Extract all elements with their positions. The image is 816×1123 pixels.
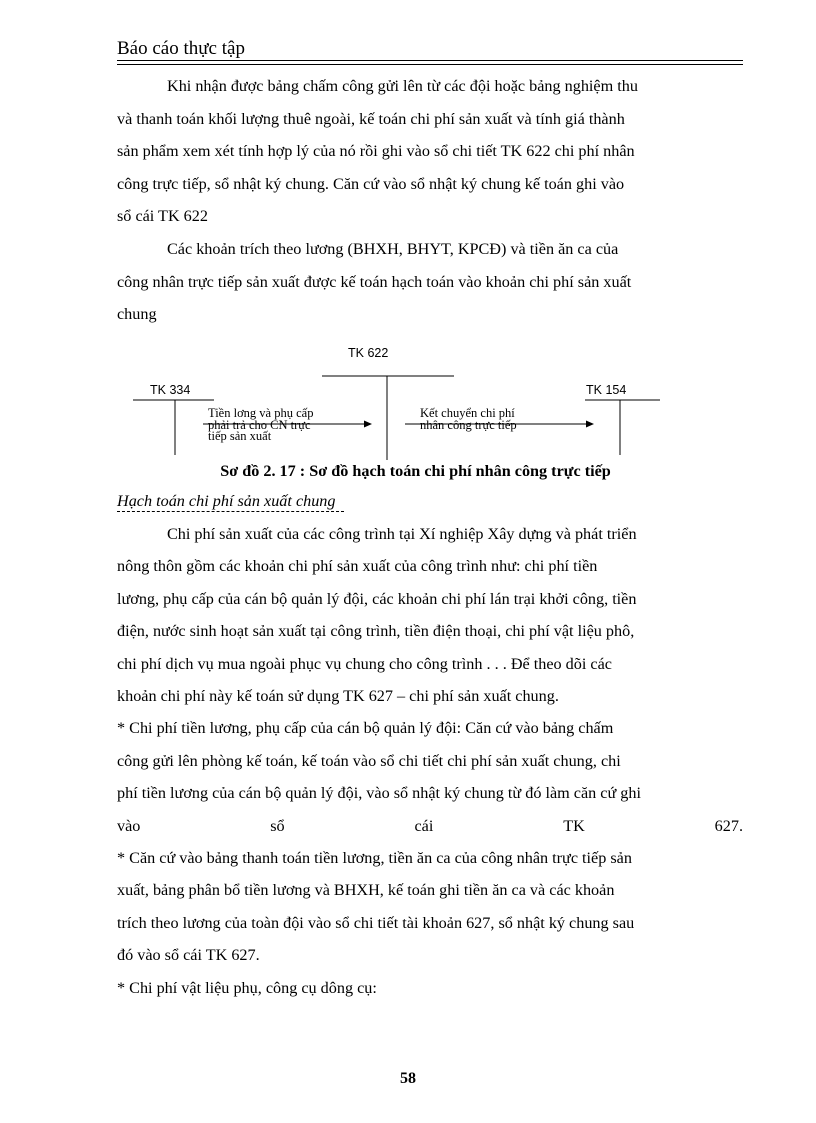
text-line: * Chi phí tiền lương, phụ cấp của cán bộ quản lý đội: Căn cứ vào bảng chấm <box>117 719 614 738</box>
spread-word: vào <box>117 816 141 835</box>
text-line: chung <box>117 305 157 324</box>
tk334-label: TK 334 <box>150 383 191 397</box>
main-text <box>117 518 743 1004</box>
text-line: khoản chi phí này kế toán sử dụng TK 627 – chi phí sản xuất chung. <box>117 687 559 706</box>
text-line: chi phí dịch vụ mua ngoài phục vụ chung cho công trình . . . Để theo dõi các <box>117 654 612 673</box>
text-line: * Căn cứ vào bảng thanh toán tiền lương, tiền ăn ca của công nhân trực tiếp sản <box>117 849 632 868</box>
text-line: Khi nhận được bảng chấm công gửi lên từ các đội hoặc bảng nghiệm thu <box>167 77 638 95</box>
intro-text <box>117 70 743 331</box>
spread-line <box>117 810 743 842</box>
paragraph-3 <box>117 518 743 712</box>
spread-word: TK <box>563 816 585 835</box>
page-number: 58 <box>400 1070 416 1087</box>
text-line: * Chi phí vật liệu phụ, công cụ dông cụ: <box>117 978 377 997</box>
left-flow-line: phải trả cho CN trực <box>208 417 311 432</box>
arrow-right-head <box>586 421 594 428</box>
right-flow-label <box>420 408 517 431</box>
text-line: công gửi lên phòng kế toán, kế toán vào sổ chi tiết chi phí sản xuất chung, chi <box>117 751 621 770</box>
left-flow-label <box>208 408 313 443</box>
t-account-diagram <box>0 340 816 460</box>
right-flow-line: Kết chuyển chi phí <box>420 406 515 420</box>
text-line: Chi phí sản xuất của các công trình tại Xí nghiệp Xây dựng và phát triển <box>167 525 637 543</box>
page-header-title: Báo cáo thực tập <box>117 38 245 59</box>
text-line: sổ cái TK 622 <box>117 207 208 226</box>
right-flow-line: nhân công trực tiếp <box>420 417 517 432</box>
spread-word: 627. <box>714 816 743 835</box>
arrow-left-head <box>364 421 372 428</box>
text-line: công trực tiếp, sổ nhật ký chung. Căn cứ vào sổ nhật ký chung kế toán ghi vào <box>117 174 625 193</box>
text-line: công nhân trực tiếp sản xuất được kế toán hạch toán vào khoản chi phí sản xuất <box>117 272 632 291</box>
text-line: đó vào sổ cái TK 627. <box>117 946 260 965</box>
text-line: và thanh toán khối lượng thuê ngoài, kế toán chi phí sản xuất và tính giá thành <box>117 109 625 128</box>
left-flow-line: tiếp sản xuất <box>208 429 272 443</box>
text-line: xuất, bảng phân bổ tiền lương và BHXH, kế toán ghi tiền ăn ca và các khoản <box>117 881 615 900</box>
paragraph-2 <box>117 233 743 331</box>
bullet-1 <box>117 712 743 842</box>
section-subheading: Hạch toán chi phí sản xuất chung <box>117 492 344 512</box>
spread-word: sổ <box>270 816 285 835</box>
paragraph-1 <box>117 70 743 233</box>
diagram-lines <box>0 340 816 460</box>
text-line: phí tiền lương của cán bộ quản lý đội, vào sổ nhật ký chung từ đó làm căn cứ ghi <box>117 784 641 803</box>
text-line: trích theo lương của toàn đội vào sổ chi tiết tài khoản 627, sổ nhật ký chung sau <box>117 913 635 932</box>
bullet-3 <box>117 972 743 1004</box>
text-line: Các khoản trích theo lương (BHXH, BHYT, KPCĐ) và tiền ăn ca của <box>167 239 619 258</box>
header-rule-bottom <box>117 64 743 65</box>
text-line: nông thôn gồm các khoản chi phí sản xuất của công trình như: chi phí tiền <box>117 557 598 576</box>
spread-word: cái <box>414 816 434 835</box>
tk154-label: TK 154 <box>586 383 627 397</box>
text-line: sản phẩm xem xét tính hợp lý của nó rồi ghi vào sổ chi tiết TK 622 chi phí nhân <box>117 142 635 161</box>
left-flow-line: Tiền lơng và phụ cấp <box>208 406 314 420</box>
header-rule-top <box>117 60 743 61</box>
text-line: lương, phụ cấp của cán bộ quản lý đội, các khoản chi phí lán trại khởi công, tiền <box>117 589 637 608</box>
text-line: điện, nước sinh hoạt sản xuất tại công trình, tiền điện thoại, chi phí vật liệu phô, <box>117 622 635 641</box>
diagram-caption: Sơ đồ 2. 17 : Sơ đồ hạch toán chi phí nhân công trực tiếp <box>220 462 611 480</box>
bullet-2 <box>117 842 743 972</box>
tk622-label: TK 622 <box>348 346 389 360</box>
